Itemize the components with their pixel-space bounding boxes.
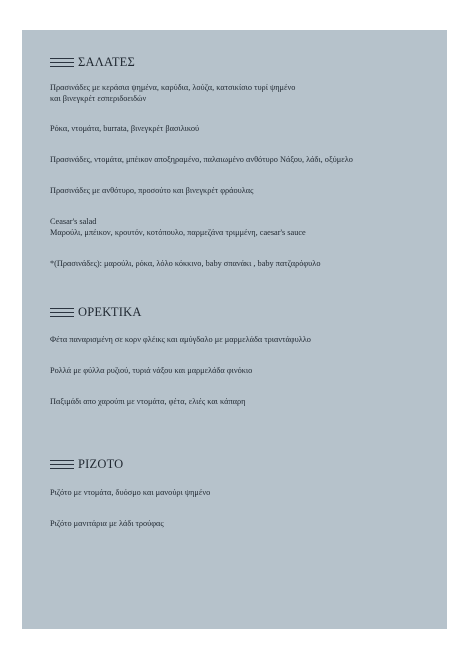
menu-item — [50, 365, 252, 376]
section-lines-icon — [50, 460, 74, 469]
menu-item-line: Ριζότο με ντομάτα, δυόσμο και μανούρι ψημένο — [50, 488, 211, 497]
section-header-risotto — [50, 457, 123, 472]
menu-item-line: Πρασινάδες με ανθότυρο, προσούτο και βινεγκρέτ φράουλας — [50, 186, 254, 195]
section-header-appetizers — [50, 305, 142, 320]
section-lines-icon — [50, 308, 74, 317]
menu-item-line: Ceasar's salad — [50, 217, 97, 226]
menu-item — [50, 334, 311, 345]
menu-item-line: Μαρούλι, μπέικον, κρουτόν, κοτόπουλο, παρμεζάνα τριμμένη, caesar's sauce — [50, 228, 306, 237]
section-title: ΟΡΕΚΤΙΚΑ — [78, 305, 142, 319]
section-title: ΡΙΖΟΤΟ — [78, 457, 124, 471]
menu-item-line: Φέτα παναρισμένη σε κορν φλέικς και αμύγδαλο με μαρμελάδα τριαντάφυλλο — [50, 335, 311, 344]
section-header-salads — [50, 55, 135, 70]
menu-item — [50, 82, 295, 104]
menu-item — [50, 396, 245, 407]
menu-item-line: και βινεγκρέτ εσπεριδοειδών — [50, 94, 147, 103]
menu-page — [22, 30, 447, 629]
menu-item-line: Ρολλά με φύλλα ρυζιού, τυριά νάξου και μαρμελάδα φινόκιο — [50, 366, 253, 375]
menu-item — [50, 123, 199, 134]
menu-item-line: Πρασινάδες με κεράσια ψημένα, καρύδια, λούζα, κατσικίσιο τυρί ψημένο — [50, 83, 296, 92]
menu-item-line: Παξιμάδι απο χαρούπι με ντομάτα, φέτα, ελιές και κάπαρη — [50, 397, 246, 406]
menu-item-line: Πρασινάδες, ντομάτα, μπέικον αποξηραμένο, παλαιωμένο ανθότυρο Νάξου, λάδι, οξύμελο — [50, 155, 353, 164]
menu-item — [50, 258, 320, 269]
menu-item — [50, 518, 164, 529]
menu-item — [50, 216, 306, 238]
menu-item-line: Ριζότο μανιτάρια με λάδι τρούφας — [50, 519, 164, 528]
menu-item — [50, 185, 253, 196]
menu-item — [50, 154, 353, 165]
menu-item — [50, 487, 210, 498]
section-lines-icon — [50, 58, 74, 67]
section-title: ΣΑΛΑΤΕΣ — [78, 55, 135, 69]
menu-item-line: *(Πρασινάδες): μαρούλι, ρόκα, λόλο κόκκινο, baby σπανάκι , baby πατζαρόφυλο — [50, 259, 321, 268]
menu-item-line: Ρόκα, ντομάτα, burrata, βινεγκρέτ βασιλικού — [50, 124, 200, 133]
